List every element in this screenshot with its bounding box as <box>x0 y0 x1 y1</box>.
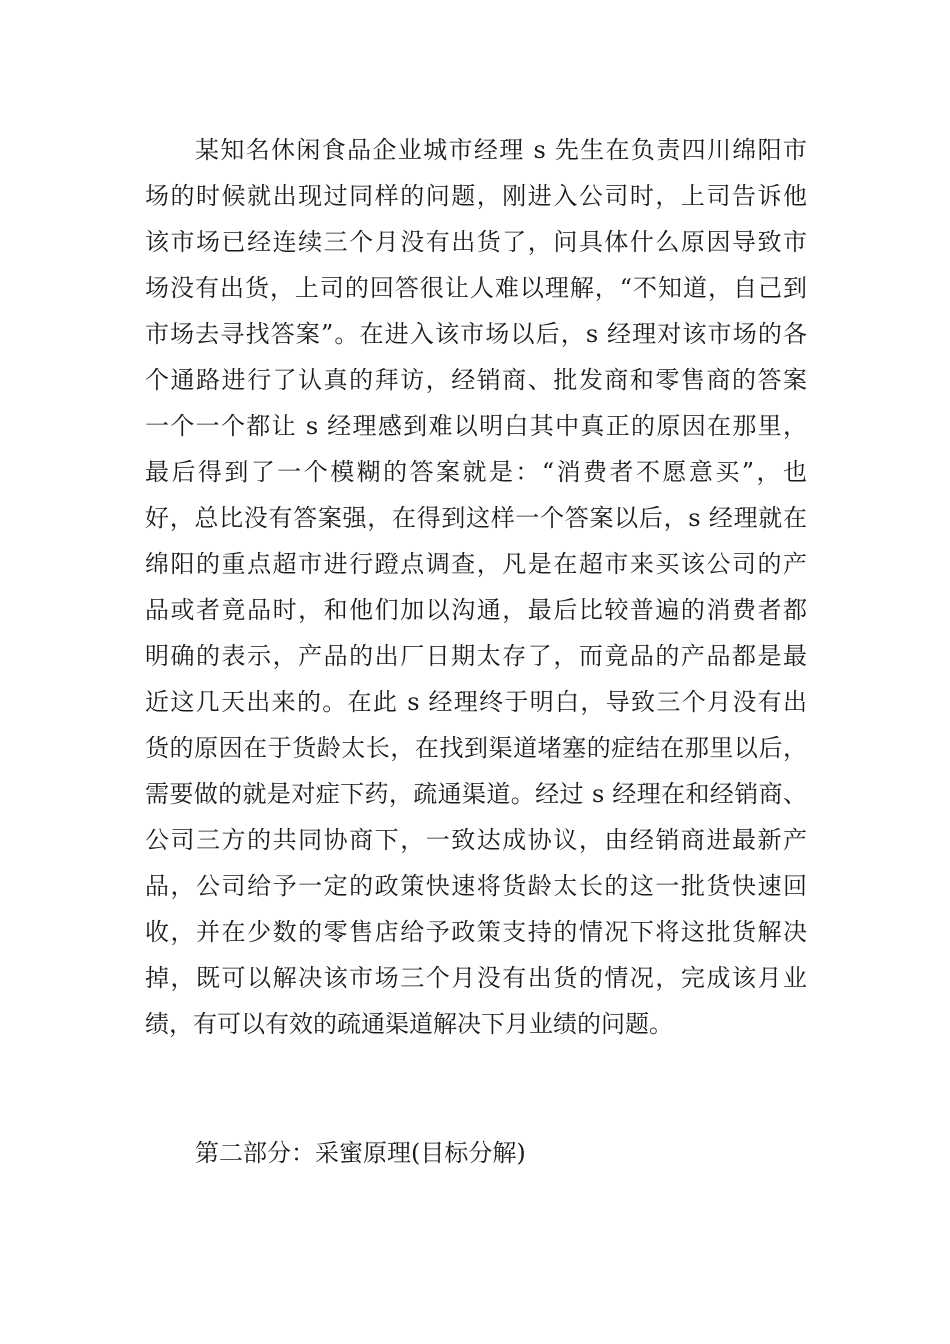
paragraph-line: 近这几天出来的。在此 s 经理终于明白，导致三个月没有出 <box>145 688 807 716</box>
paragraph-line: 公司三方的共同协商下，一致达成协议，由经销商进最新产 <box>145 826 807 854</box>
paragraph-line: 需要做的就是对症下药，疏通渠道。经过 s 经理在和经销商、 <box>145 780 807 808</box>
paragraph-line: 明确的表示，产品的出厂日期太存了，而竟品的产品都是最 <box>145 642 807 670</box>
paragraph-line: 绵阳的重点超市进行蹬点调查，凡是在超市来买该公司的产 <box>145 550 807 578</box>
section-heading: 第二部分：采蜜原理(目标分解) <box>195 1139 526 1167</box>
paragraph-line: 好，总比没有答案强，在得到这样一个答案以后，s 经理就在 <box>145 504 807 532</box>
paragraph-line: 市场去寻找答案”。在进入该市场以后，s 经理对该市场的各 <box>145 320 807 348</box>
paragraph-line: 该市场已经连续三个月没有出货了，问具体什么原因导致市 <box>145 228 807 256</box>
paragraph-line: 场的时候就出现过同样的问题，刚进入公司时，上司告诉他 <box>145 182 807 210</box>
paragraph-line: 货的原因在于货龄太长，在找到渠道堵塞的症结在那里以后， <box>145 734 807 762</box>
paragraph-line: 收，并在少数的零售店给予政策支持的情况下将这批货解决 <box>145 918 807 946</box>
paragraph-line: 一个一个都让 s 经理感到难以明白其中真正的原因在那里， <box>145 412 807 440</box>
paragraph-line: 个通路进行了认真的拜访，经销商、批发商和零售商的答案 <box>145 366 807 394</box>
paragraph-line: 最后得到了一个模糊的答案就是：“消费者不愿意买”，也 <box>145 458 807 486</box>
paragraph-line: 某知名休闲食品企业城市经理 s 先生在负责四川绵阳市 <box>195 136 807 164</box>
body-paragraph <box>145 127 807 1047</box>
paragraph-line: 绩，有可以有效的疏通渠道解决下月业绩的问题。 <box>145 1010 673 1038</box>
paragraph-line: 掉，既可以解决该市场三个月没有出货的情况，完成该月业 <box>145 964 807 992</box>
paragraph-line: 品或者竟品时，和他们加以沟通，最后比较普遍的消费者都 <box>145 596 807 624</box>
paragraph-line: 场没有出货，上司的回答很让人难以理解，“不知道，自己到 <box>145 274 807 302</box>
paragraph-line: 品，公司给予一定的政策快速将货龄太长的这一批货快速回 <box>145 872 807 900</box>
